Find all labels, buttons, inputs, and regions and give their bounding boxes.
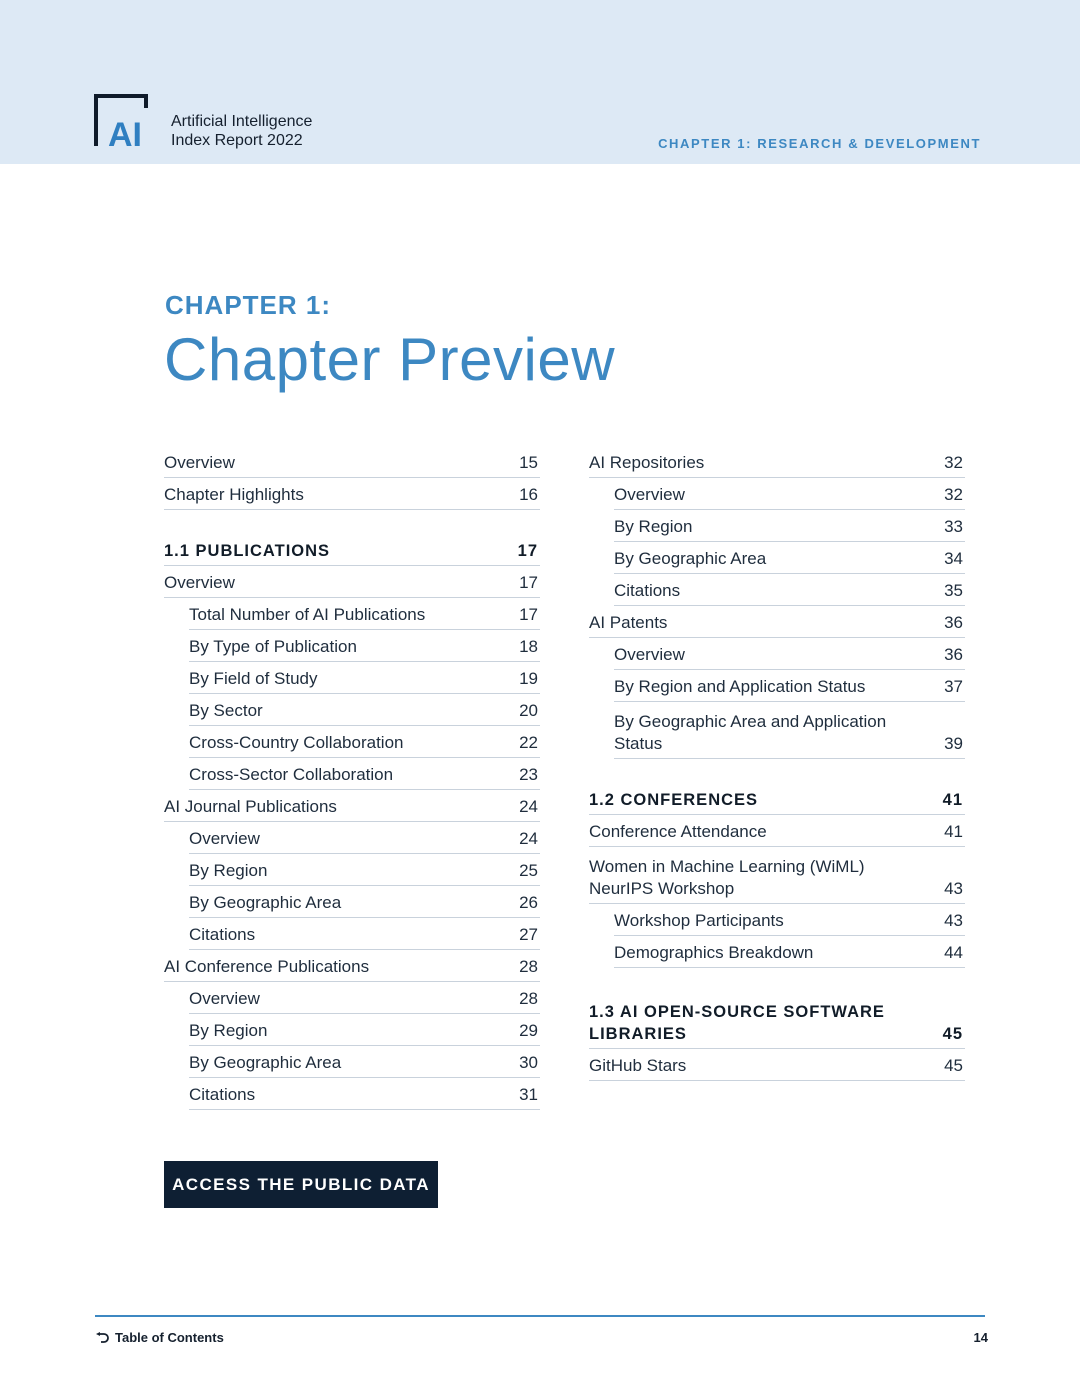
toc-entry-page: 36	[944, 645, 963, 664]
toc-gap	[164, 510, 540, 534]
ai-index-logo-icon	[94, 94, 156, 148]
toc-entry-page: 17	[519, 605, 538, 624]
toc-right-column	[589, 446, 965, 1081]
table-of-contents-link[interactable]	[95, 1330, 224, 1345]
toc-entry[interactable]	[189, 598, 540, 630]
toc-entry-label: By Geographic Area	[189, 1053, 342, 1072]
toc-entry[interactable]	[189, 854, 540, 886]
toc-entry-page: 26	[519, 893, 538, 912]
toc-entry-page: 35	[944, 581, 963, 600]
toc-entry-label: 1.2 CONFERENCES	[589, 791, 759, 809]
toc-entry-label: Demographics Breakdown	[614, 943, 814, 962]
toc-entry-page: 30	[519, 1053, 538, 1072]
toc-entry-page: 20	[519, 701, 538, 720]
toc-entry-label: AI Repositories	[589, 453, 705, 472]
toc-entry-label: By Region	[614, 517, 693, 536]
chapter-kicker: CHAPTER 1:	[165, 290, 332, 320]
toc-section-heading[interactable]	[589, 992, 965, 1049]
toc-entry-label: By Geographic Area	[189, 893, 342, 912]
toc-entry-label: By Sector	[189, 701, 263, 720]
toc-section-heading[interactable]	[589, 783, 965, 815]
toc-entry-label: AI Journal Publications	[164, 797, 337, 816]
footer-divider	[95, 1315, 985, 1317]
toc-entry-page: 39	[944, 734, 963, 753]
toc-entry-page: 22	[519, 733, 538, 752]
toc-entry-label: Workshop Participants	[614, 911, 784, 930]
toc-entry[interactable]	[614, 542, 965, 574]
toc-gap	[589, 968, 965, 992]
toc-entry-page: 43	[944, 911, 963, 930]
toc-entry[interactable]	[614, 702, 965, 759]
toc-entry[interactable]	[189, 758, 540, 790]
chapter-tag: CHAPTER 1: RESEARCH & DEVELOPMENT	[658, 136, 981, 151]
toc-entry[interactable]	[189, 982, 540, 1014]
toc-left-column	[164, 446, 540, 1110]
table-of-contents-label: Table of Contents	[115, 1330, 224, 1345]
toc-entry-page: 29	[519, 1021, 538, 1040]
toc-entry[interactable]	[189, 1078, 540, 1110]
toc-entry-label: AI Conference Publications	[164, 957, 370, 976]
toc-entry-label: 1.3 AI OPEN-SOURCE SOFTWARE LIBRARIES	[589, 1003, 885, 1043]
toc-entry-page: 25	[519, 861, 538, 880]
toc-entry-page: 37	[944, 677, 963, 696]
toc-entry-label: Overview	[164, 573, 235, 592]
toc-entry-page: 36	[944, 613, 963, 632]
report-title-line2: Index Report 2022	[171, 132, 303, 149]
toc-entry[interactable]	[164, 478, 540, 510]
toc-entry[interactable]	[189, 886, 540, 918]
toc-entry[interactable]	[589, 847, 965, 904]
toc-entry-page: 41	[944, 822, 963, 841]
toc-entry-label: By Field of Study	[189, 669, 318, 688]
toc-entry-page: 27	[519, 925, 538, 944]
toc-entry-page: 41	[942, 791, 963, 809]
toc-entry-page: 19	[519, 669, 538, 688]
toc-entry[interactable]	[614, 510, 965, 542]
toc-entry-label: By Geographic Area and Application Status	[614, 712, 887, 753]
toc-entry-label: Overview	[164, 453, 235, 472]
toc-gap	[589, 759, 965, 783]
toc-entry[interactable]	[164, 790, 540, 822]
toc-entry-page: 16	[519, 485, 538, 504]
toc-entry-page: 23	[519, 765, 538, 784]
toc-entry[interactable]	[614, 904, 965, 936]
toc-entry-label: Overview	[189, 989, 260, 1008]
toc-entry-label: Overview	[189, 829, 260, 848]
toc-entry[interactable]	[614, 670, 965, 702]
toc-entry-page: 34	[944, 549, 963, 568]
toc-entry-page: 24	[519, 797, 538, 816]
toc-entry-label: 1.1 PUBLICATIONS	[164, 542, 331, 560]
toc-entry[interactable]	[189, 918, 540, 950]
toc-entry[interactable]	[164, 950, 540, 982]
toc-entry-label: By Geographic Area	[614, 549, 767, 568]
toc-entry-label: Cross-Country Collaboration	[189, 733, 404, 752]
toc-entry-label: By Region	[189, 1021, 268, 1040]
toc-entry-label: Overview	[614, 485, 685, 504]
toc-entry[interactable]	[589, 606, 965, 638]
toc-entry[interactable]	[589, 1049, 965, 1081]
toc-entry-label: By Region	[189, 861, 268, 880]
toc-entry-page: 32	[944, 453, 963, 472]
toc-entry[interactable]	[614, 574, 965, 606]
toc-entry[interactable]	[589, 815, 965, 847]
toc-entry-page: 32	[944, 485, 963, 504]
toc-entry-label: By Type of Publication	[189, 637, 357, 656]
toc-entry-label: GitHub Stars	[589, 1056, 687, 1075]
toc-entry-page: 45	[944, 1056, 963, 1075]
report-title-line1: Artificial Intelligence	[171, 113, 313, 130]
toc-entry-label: Citations	[189, 1085, 256, 1104]
toc-entry[interactable]	[189, 630, 540, 662]
toc-entry-page: 43	[944, 879, 963, 898]
return-arrow-icon	[95, 1332, 109, 1344]
toc-entry-label: Citations	[614, 581, 681, 600]
toc-entry-page: 28	[519, 989, 538, 1008]
toc-entry[interactable]	[614, 478, 965, 510]
toc-entry-label: Cross-Sector Collaboration	[189, 765, 394, 784]
toc-entry-label: By Region and Application Status	[614, 677, 866, 696]
toc-entry-label: Women in Machine Learning (WiML) NeurIPS Workshop	[589, 857, 865, 898]
toc-entry[interactable]	[614, 936, 965, 968]
toc-entry[interactable]	[189, 662, 540, 694]
toc-entry-page: 17	[519, 573, 538, 592]
toc-entry-page: 45	[942, 1025, 963, 1043]
toc-entry-page: 33	[944, 517, 963, 536]
toc-entry-page: 28	[519, 957, 538, 976]
toc-entry-label: Overview	[614, 645, 685, 664]
toc-entry-page: 24	[519, 829, 538, 848]
toc-entry-page: 18	[519, 637, 538, 656]
page-number: 14	[973, 1330, 988, 1345]
toc-entry-label: AI Patents	[589, 613, 668, 632]
toc-entry-page: 44	[944, 943, 963, 962]
toc-entry[interactable]	[164, 446, 540, 478]
toc-entry[interactable]	[189, 822, 540, 854]
toc-entry[interactable]	[189, 726, 540, 758]
access-public-data-button[interactable]: ACCESS THE PUBLIC DATA	[164, 1161, 438, 1208]
toc-entry-page: 15	[519, 453, 538, 472]
toc-entry-label: Total Number of AI Publications	[189, 605, 426, 624]
toc-entry-page: 31	[519, 1085, 538, 1104]
toc-entry[interactable]	[189, 1014, 540, 1046]
toc-entry[interactable]	[164, 566, 540, 598]
toc-entry-label: Conference Attendance	[589, 822, 767, 841]
svg-text:AI: AI	[108, 116, 142, 148]
toc-entry[interactable]	[189, 694, 540, 726]
toc-entry[interactable]	[614, 638, 965, 670]
toc-entry[interactable]	[589, 446, 965, 478]
toc-entry-page: 17	[517, 542, 538, 560]
toc-entry-label: Citations	[189, 925, 256, 944]
toc-section-heading[interactable]	[164, 534, 540, 566]
toc-entry-label: Chapter Highlights	[164, 485, 304, 504]
page-title: Chapter Preview	[164, 326, 616, 393]
toc-entry[interactable]	[189, 1046, 540, 1078]
report-title	[171, 112, 312, 150]
